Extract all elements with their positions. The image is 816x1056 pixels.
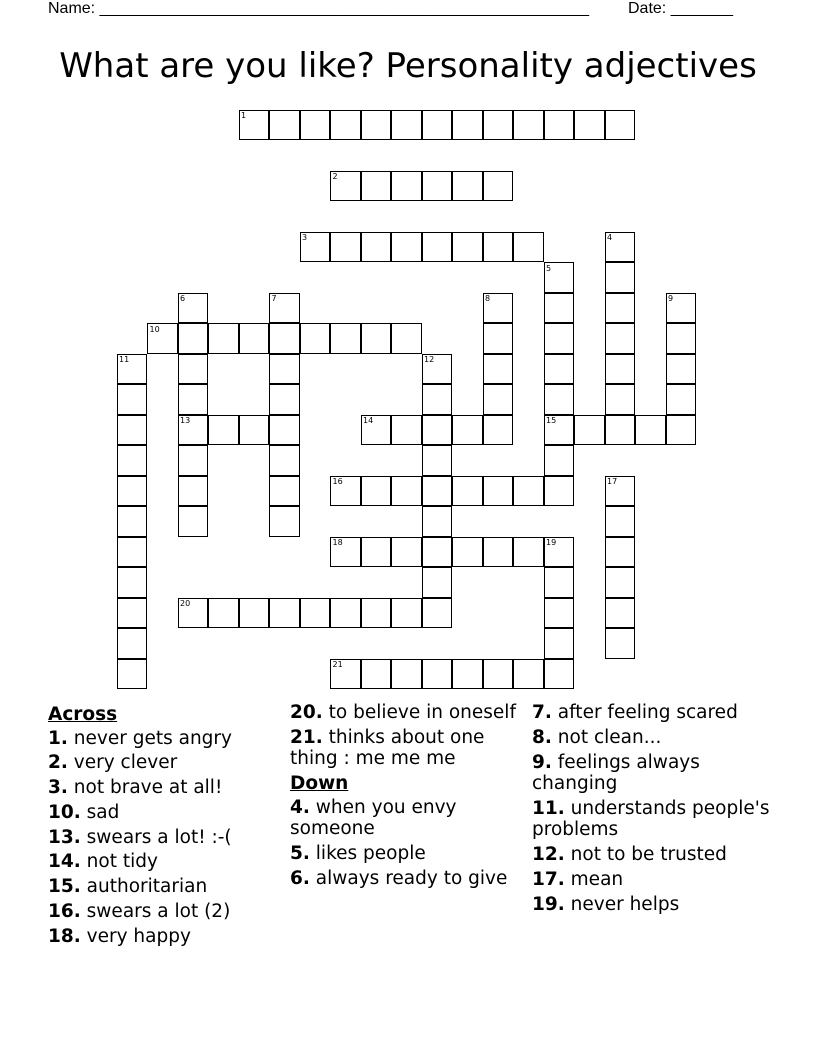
- grid-cell[interactable]: [330, 232, 361, 263]
- grid-cell[interactable]: [269, 110, 300, 141]
- grid-cell[interactable]: [483, 171, 514, 202]
- grid-cell[interactable]: [605, 384, 636, 415]
- page-title: What are you like? Personality adjectives: [59, 46, 757, 86]
- grid-cell[interactable]: [269, 476, 300, 507]
- clue-item-text: swears a lot! :-(: [80, 826, 232, 848]
- clue-item: [48, 926, 283, 948]
- grid-cell[interactable]: [422, 171, 453, 202]
- clue-item-number: 17.: [532, 868, 565, 890]
- grid-cell[interactable]: [544, 476, 575, 507]
- grid-cell[interactable]: [574, 110, 605, 141]
- clue-number-14: 14: [363, 416, 374, 425]
- clues-column-3: [532, 702, 772, 919]
- clue-item-number: 16.: [48, 901, 81, 923]
- grid-cell[interactable]: [117, 506, 148, 537]
- clue-number-6: 6: [180, 294, 186, 303]
- clue-item-number: 3.: [48, 777, 68, 799]
- grid-cell[interactable]: [422, 445, 453, 476]
- clue-item-number: 7.: [532, 702, 552, 723]
- grid-cell[interactable]: [117, 628, 148, 659]
- grid-cell[interactable]: [483, 323, 514, 354]
- clue-item: [532, 702, 772, 724]
- clue-item: [48, 876, 283, 898]
- clue-item: [532, 727, 772, 749]
- clue-item: [532, 798, 772, 841]
- clue-item-text: when you envy someone: [290, 796, 457, 840]
- clue-item-text: mean: [564, 868, 624, 890]
- grid-cell[interactable]: [239, 415, 270, 446]
- grid-cell[interactable]: [544, 323, 575, 354]
- clue-item-number: 21.: [290, 726, 323, 748]
- grid-cell[interactable]: [544, 354, 575, 385]
- grid-cell[interactable]: [178, 476, 209, 507]
- clue-number-16: 16: [332, 477, 343, 486]
- grid-cell[interactable]: [422, 232, 453, 263]
- grid-cell[interactable]: [605, 323, 636, 354]
- grid-cell[interactable]: [635, 415, 666, 446]
- grid-cell[interactable]: [605, 628, 636, 659]
- grid-cell[interactable]: [422, 384, 453, 415]
- grid-cell[interactable]: [208, 323, 239, 354]
- grid-cell[interactable]: [178, 323, 209, 354]
- clue-item-number: 13.: [48, 826, 81, 848]
- grid-cell[interactable]: [117, 598, 148, 629]
- grid-cell[interactable]: [361, 171, 392, 202]
- clue-item-number: 4.: [290, 796, 310, 818]
- grid-cell[interactable]: [605, 110, 636, 141]
- grid-cell[interactable]: [422, 598, 453, 629]
- clue-item-number: 11.: [532, 797, 565, 819]
- grid-cell[interactable]: [117, 567, 148, 598]
- grid-cell[interactable]: [422, 537, 453, 568]
- grid-cell[interactable]: [452, 659, 483, 690]
- clue-item: [48, 752, 283, 774]
- grid-cell[interactable]: [483, 476, 514, 507]
- grid-cell[interactable]: [361, 232, 392, 263]
- down-clue-list-continued: [532, 702, 772, 915]
- grid-cell[interactable]: [483, 659, 514, 690]
- down-heading: Down: [290, 773, 349, 795]
- clue-item-text: likes people: [309, 842, 426, 864]
- grid-cell[interactable]: [269, 354, 300, 385]
- clue-item-number: 2.: [48, 752, 68, 774]
- grid-cell[interactable]: [391, 171, 422, 202]
- grid-cell[interactable]: [605, 293, 636, 324]
- grid-cell[interactable]: [513, 110, 544, 141]
- grid-cell[interactable]: [178, 506, 209, 537]
- grid-cell[interactable]: [361, 598, 392, 629]
- clue-item-text: very clever: [67, 752, 178, 774]
- clue-number-18: 18: [332, 538, 343, 547]
- grid-cell[interactable]: [483, 110, 514, 141]
- clue-item-number: 9.: [532, 751, 552, 773]
- clue-number-3: 3: [302, 233, 308, 242]
- grid-cell[interactable]: [117, 445, 148, 476]
- grid-cell[interactable]: [513, 659, 544, 690]
- grid-cell[interactable]: [391, 232, 422, 263]
- clue-number-12: 12: [424, 355, 435, 364]
- grid-cell[interactable]: [605, 354, 636, 385]
- clue-item-number: 6.: [290, 867, 310, 889]
- grid-cell[interactable]: [574, 415, 605, 446]
- grid-cell[interactable]: [544, 110, 575, 141]
- clues-column-1: [48, 702, 283, 951]
- grid-cell[interactable]: [361, 110, 392, 141]
- clue-item-text: not tidy: [80, 851, 158, 873]
- grid-cell[interactable]: [544, 659, 575, 690]
- clue-number-20: 20: [180, 599, 191, 608]
- grid-cell[interactable]: [300, 598, 331, 629]
- grid-cell[interactable]: [483, 232, 514, 263]
- clue-item: [290, 727, 525, 770]
- clue-item-text: swears a lot (2): [80, 901, 231, 923]
- clue-number-21: 21: [332, 660, 343, 669]
- grid-cell[interactable]: [361, 537, 392, 568]
- clue-item: [48, 802, 283, 824]
- clue-item: [290, 843, 525, 865]
- grid-cell[interactable]: [391, 659, 422, 690]
- clue-item-text: authoritarian: [80, 876, 208, 898]
- clue-number-15: 15: [546, 416, 557, 425]
- clue-item: [290, 702, 525, 724]
- grid-cell[interactable]: [513, 232, 544, 263]
- grid-cell[interactable]: [391, 415, 422, 446]
- across-heading: Across: [48, 704, 118, 725]
- clue-item-text: always ready to give: [309, 867, 508, 889]
- grid-cell[interactable]: [666, 415, 697, 446]
- grid-cell[interactable]: [117, 537, 148, 568]
- grid-cell[interactable]: [513, 537, 544, 568]
- grid-cell[interactable]: [178, 354, 209, 385]
- clues-column-2: [290, 702, 525, 892]
- grid-cell[interactable]: [361, 659, 392, 690]
- clue-item-number: 15.: [48, 876, 81, 898]
- grid-cell[interactable]: [483, 537, 514, 568]
- grid-cell[interactable]: [422, 567, 453, 598]
- grid-cell[interactable]: [544, 628, 575, 659]
- grid-cell[interactable]: [361, 323, 392, 354]
- clue-number-11: 11: [119, 355, 130, 364]
- grid-cell[interactable]: [452, 476, 483, 507]
- grid-cell[interactable]: [605, 262, 636, 293]
- grid-cell[interactable]: [544, 567, 575, 598]
- grid-cell[interactable]: [422, 110, 453, 141]
- grid-cell[interactable]: [269, 384, 300, 415]
- clue-item: [48, 901, 283, 923]
- grid-cell[interactable]: [269, 415, 300, 446]
- clue-item-text: not to be trusted: [564, 844, 727, 866]
- grid-cell[interactable]: [208, 415, 239, 446]
- grid-cell[interactable]: [452, 171, 483, 202]
- clue-item-text: understands people's problems: [532, 797, 770, 841]
- clue-item: [290, 797, 525, 840]
- grid-cell[interactable]: [391, 537, 422, 568]
- grid-cell[interactable]: [208, 598, 239, 629]
- clue-item-text: never helps: [564, 893, 680, 915]
- clue-number-8: 8: [485, 294, 491, 303]
- clue-item-text: never gets angry: [67, 727, 232, 749]
- clue-number-13: 13: [180, 416, 191, 425]
- grid-cell[interactable]: [452, 110, 483, 141]
- grid-cell[interactable]: [544, 384, 575, 415]
- clue-item-number: 20.: [290, 702, 323, 723]
- clue-item-text: not brave at all!: [67, 777, 223, 799]
- clue-number-2: 2: [332, 172, 338, 181]
- grid-cell[interactable]: [666, 323, 697, 354]
- across-clue-list-continued: [290, 702, 525, 770]
- grid-cell[interactable]: [239, 323, 270, 354]
- name-field-label: Name: _______________________________________________________: [48, 0, 589, 17]
- grid-cell[interactable]: [117, 415, 148, 446]
- grid-cell[interactable]: [239, 598, 270, 629]
- grid-cell[interactable]: [330, 323, 361, 354]
- grid-cell[interactable]: [483, 354, 514, 385]
- clue-number-10: 10: [149, 324, 160, 334]
- grid-cell[interactable]: [300, 110, 331, 141]
- clue-item: [290, 868, 525, 890]
- grid-cell[interactable]: [605, 506, 636, 537]
- grid-cell[interactable]: [269, 445, 300, 476]
- clue-item: [48, 851, 283, 873]
- clue-item-number: 12.: [532, 844, 565, 866]
- grid-cell[interactable]: [544, 445, 575, 476]
- clue-item-text: sad: [80, 801, 120, 823]
- clue-item-number: 18.: [48, 925, 81, 947]
- clue-item-number: 5.: [290, 842, 310, 864]
- clue-number-9: 9: [668, 294, 674, 303]
- clue-number-17: 17: [607, 477, 618, 486]
- clue-item-text: after feeling scared: [551, 702, 738, 723]
- grid-cell[interactable]: [483, 384, 514, 415]
- grid-cell[interactable]: [605, 537, 636, 568]
- clue-item: [532, 844, 772, 866]
- clue-item: [532, 894, 772, 916]
- clue-item-number: 1.: [48, 727, 68, 749]
- grid-cell[interactable]: [422, 659, 453, 690]
- clue-item-number: 14.: [48, 851, 81, 873]
- grid-cell[interactable]: [330, 598, 361, 629]
- grid-cell[interactable]: [513, 476, 544, 507]
- grid-cell[interactable]: [117, 384, 148, 415]
- date-field-label: Date: _______: [628, 0, 733, 17]
- grid-cell[interactable]: [452, 415, 483, 446]
- clue-number-1: 1: [241, 111, 247, 120]
- clue-number-4: 4: [607, 233, 613, 242]
- grid-cell[interactable]: [391, 598, 422, 629]
- grid-cell[interactable]: [178, 384, 209, 415]
- clue-item: [48, 777, 283, 799]
- grid-cell[interactable]: [666, 354, 697, 385]
- grid-cell[interactable]: [117, 476, 148, 507]
- grid-cell[interactable]: [605, 598, 636, 629]
- clue-item-text: not clean...: [551, 726, 662, 748]
- clue-item-text: thinks about one thing : me me me: [290, 726, 485, 770]
- grid-cell[interactable]: [452, 537, 483, 568]
- grid-cell[interactable]: [422, 506, 453, 537]
- clue-number-5: 5: [546, 263, 552, 273]
- clue-item: [532, 869, 772, 891]
- clue-item: [532, 752, 772, 795]
- clue-item-number: 19.: [532, 893, 565, 915]
- grid-cell[interactable]: [422, 476, 453, 507]
- clue-number-7: 7: [271, 294, 277, 303]
- grid-cell[interactable]: [269, 598, 300, 629]
- grid-cell[interactable]: [422, 415, 453, 446]
- grid-cell[interactable]: [544, 293, 575, 324]
- clue-item-text: very happy: [80, 925, 191, 947]
- grid-cell[interactable]: [300, 323, 331, 354]
- grid-cell[interactable]: [605, 415, 636, 446]
- clue-item-text: feelings always changing: [532, 751, 700, 795]
- grid-cell[interactable]: [391, 323, 422, 354]
- grid-cell[interactable]: [391, 476, 422, 507]
- grid-cell[interactable]: [361, 476, 392, 507]
- down-clue-list: [290, 797, 525, 890]
- grid-cell[interactable]: [391, 110, 422, 141]
- clue-item: [48, 827, 283, 849]
- clue-item-number: 10.: [48, 801, 81, 823]
- clue-item-text: to believe in oneself: [322, 702, 516, 723]
- grid-cell[interactable]: [452, 232, 483, 263]
- grid-cell[interactable]: [269, 323, 300, 354]
- across-clue-list: [48, 728, 283, 948]
- grid-cell[interactable]: [666, 384, 697, 415]
- grid-cell[interactable]: [330, 110, 361, 141]
- grid-cell[interactable]: [117, 659, 148, 690]
- grid-cell[interactable]: [269, 506, 300, 537]
- grid-cell[interactable]: [605, 567, 636, 598]
- grid-cell[interactable]: [544, 598, 575, 629]
- clue-item: [48, 728, 283, 750]
- grid-cell[interactable]: [483, 415, 514, 446]
- clue-item-number: 8.: [532, 726, 552, 748]
- grid-cell[interactable]: [178, 445, 209, 476]
- clue-number-19: 19: [546, 538, 557, 547]
